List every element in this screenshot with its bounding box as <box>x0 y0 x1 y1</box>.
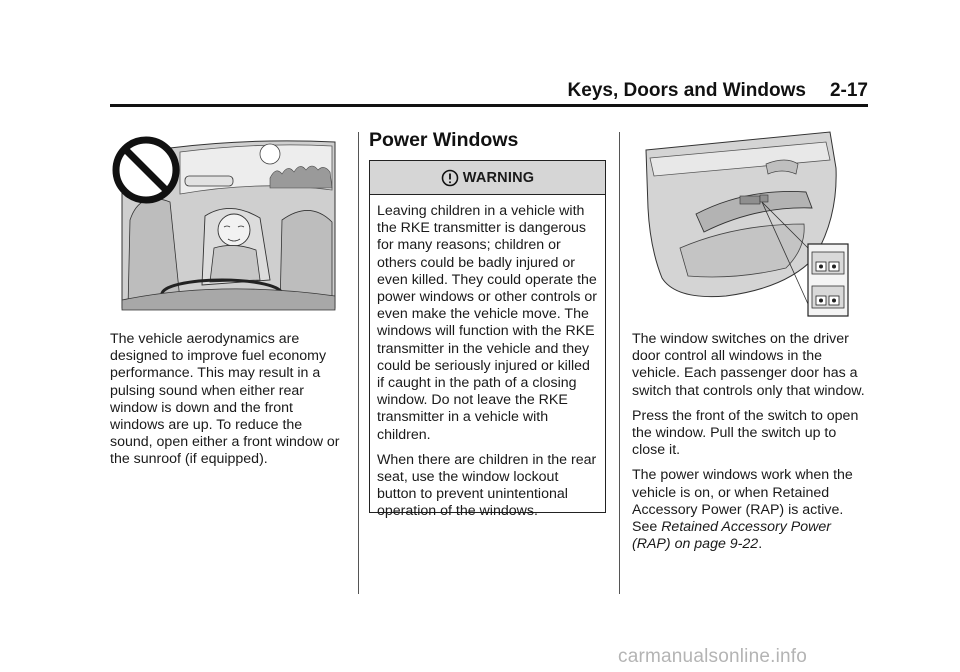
switches-paragraph: The window switches on the driver door control all windows in the vehicle. Each passenger door has a switch that controls only that window. <box>632 331 865 399</box>
warning-icon <box>441 169 459 187</box>
page-number: 2-17 <box>829 80 868 101</box>
aerodynamics-paragraph: The vehicle aerodynamics are designed to improve fuel economy performance. This may result in a pulsing sound when either rear window is down and the front windows are up. To reduce the sound, open either a front window or the sunroof (if equipped). <box>110 331 340 468</box>
header-rule <box>110 104 868 107</box>
rap-suffix: . <box>758 536 763 553</box>
rap-paragraph <box>632 467 872 553</box>
warning-paragraph-2: When there are children in the rear seat, use the window lockout button to prevent unintentional operation of the windows. <box>377 451 597 520</box>
warning-box <box>369 160 606 520</box>
column-divider-left <box>358 132 359 594</box>
rap-reference-link[interactable]: Retained Accessory Power (RAP) on page 9-22 <box>632 519 831 553</box>
column-divider-right <box>619 132 620 594</box>
child-in-car-illustration <box>110 130 338 312</box>
warning-paragraph-1: Leaving children in a vehicle with the RKE transmitter is dangerous for many reasons; children or others could be badly injured or even killed. They could operate the power windows or other controls or even make the vehicle move. The windows will function with the RKE transmitter in the vehicle and they could be seriously injured or killed if caught in the path of a closing window. Do not leave the RKE transmitter in a vehicle with children. <box>377 203 598 443</box>
watermark: carmanualsonline.info <box>618 646 808 667</box>
rap-text: The power windows work when the vehicle is on, or when Retained Accessory Power (RAP) is active. See <box>632 467 853 536</box>
page-header <box>110 78 868 104</box>
warning-label: WARNING <box>462 169 535 186</box>
operation-paragraph: Press the front of the switch to open the window. Pull the switch up to close it. <box>632 407 859 459</box>
section-name: Keys, Doors and Windows <box>567 80 806 101</box>
left-column <box>110 331 346 477</box>
right-column <box>632 331 872 561</box>
door-switch-illustration <box>636 128 856 318</box>
section-title: Power Windows <box>369 129 519 151</box>
warning-body <box>370 195 605 521</box>
warning-header <box>370 161 605 195</box>
